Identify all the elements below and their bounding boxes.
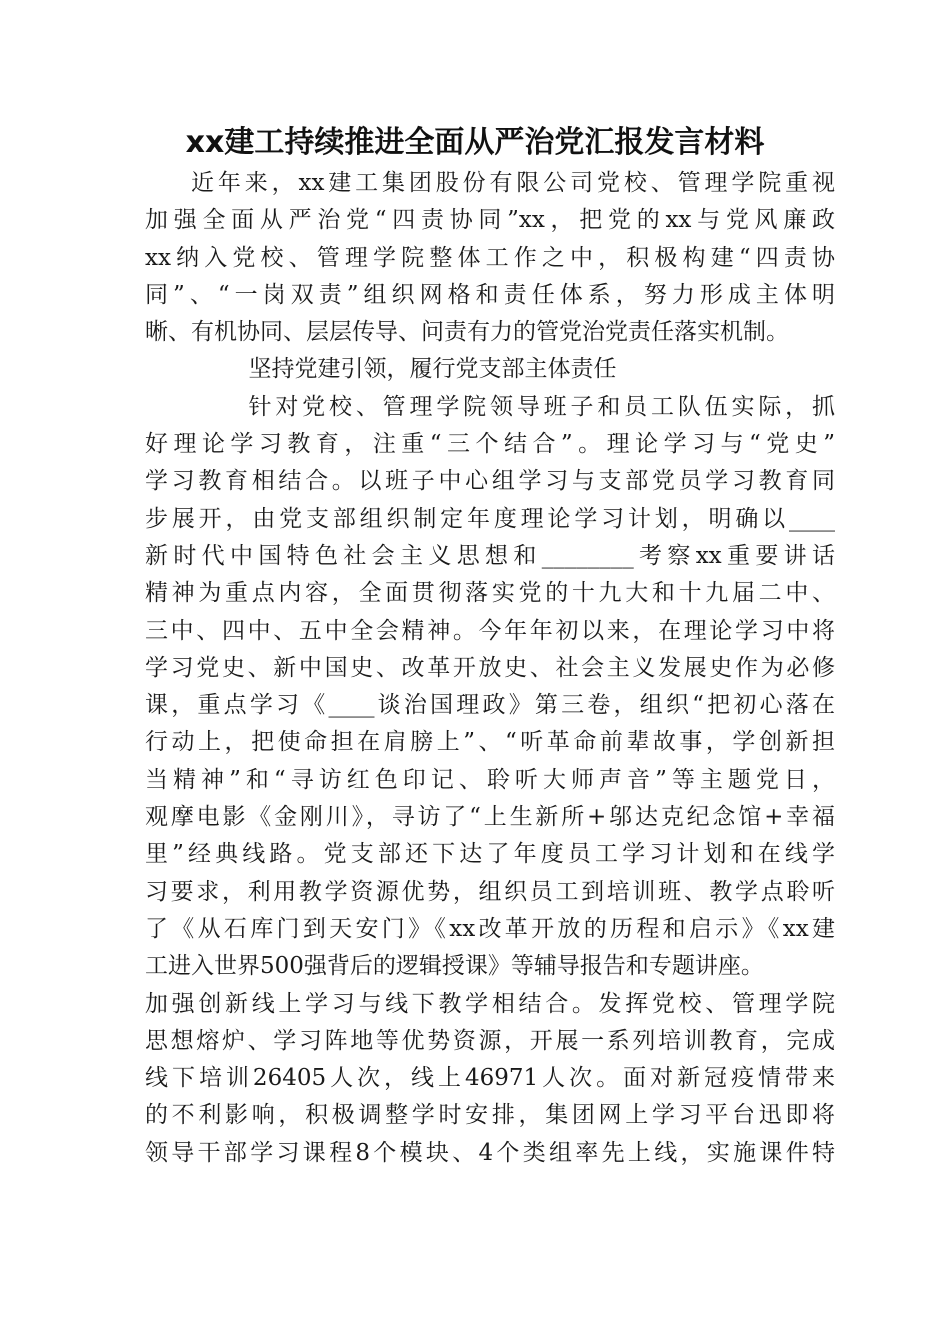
text-line: 针对党校、管理学院领导班子和员工队伍实际，抓 — [248, 393, 835, 420]
text-line: 工进入世界500强背后的逻辑授课》等辅导报告和专题讲座。 — [145, 953, 764, 980]
text-line: 精神为重点内容，全面贯彻落实党的十九大和十九届二中、 — [145, 580, 835, 607]
text-line: 线下培训26405人次，线上46971人次。面对新冠疫情带来 — [145, 1065, 835, 1092]
text-line: 步展开，由党支部组织制定年度理论学习计划，明确以____ — [145, 505, 835, 532]
text-line: 行动上，把使命担在肩膀上”、“听革命前辈故事，学创新担 — [145, 729, 835, 756]
text-line: 观摩电影《金刚川》，寻访了“上生新所+邬达克纪念馆+幸福 — [145, 804, 835, 831]
text-line: 三中、四中、五中全会精神。今年年初以来，在理论学习中将 — [145, 617, 835, 644]
text-line: xx纳入党校、管理学院整体工作之中，积极构建“四责协 — [145, 244, 835, 271]
text-line: 好理论学习教育，注重“三个结合”。理论学习与“党史” — [145, 431, 835, 458]
text-line: 当精神”和“寻访红色印记、聆听大师声音”等主题党日， — [145, 766, 835, 793]
text-line: 习要求，利用教学资源优势，组织员工到培训班、教学点聆听 — [145, 878, 835, 905]
text-line: 学习教育相结合。以班子中心组学习与支部党员学习教育同 — [145, 468, 835, 495]
text-line: 同”、“一岗双责”组织网格和责任体系，努力形成主体明 — [145, 281, 835, 308]
text-line: 领导干部学习课程8个模块、4个类组率先上线，实施课件特 — [145, 1139, 835, 1166]
text-line: 的不利影响，积极调整学时安排，集团网上学习平台迅即将 — [145, 1102, 835, 1129]
text-line: 课，重点学习《____谈治国理政》第三卷，组织“把初心落在 — [145, 692, 835, 719]
document-title: xx建工持续推进全面从严治党汇报发言材料 — [185, 125, 765, 160]
text-line: 思想熔炉、学习阵地等优势资源，开展一系列培训教育，完成 — [145, 1027, 835, 1054]
text-line: 新时代中国特色社会主义思想和________考察xx重要讲话 — [145, 542, 835, 569]
text-line: 坚持党建引领，履行党支部主体责任 — [248, 356, 617, 383]
text-line: 里”经典线路。党支部还下达了年度员工学习计划和在线学 — [145, 841, 835, 868]
text-line: 晰、有机协同、层层传导、问责有力的管党治党责任落实机制。 — [145, 319, 789, 346]
text-line: 加强全面从严治党“四责协同”xx，把党的xx与党风廉政 — [145, 207, 835, 234]
text-line: 了《从石库门到天安门》《xx改革开放的历程和启示》《xx建 — [145, 915, 835, 942]
text-line: 学习党史、新中国史、改革开放史、社会主义发展史作为必修 — [145, 654, 835, 681]
text-line: 加强创新线上学习与线下教学相结合。发挥党校、管理学院 — [145, 990, 835, 1017]
text-line: 近年来，xx建工集团股份有限公司党校、管理学院重视 — [191, 170, 835, 196]
document-body — [145, 165, 835, 1172]
